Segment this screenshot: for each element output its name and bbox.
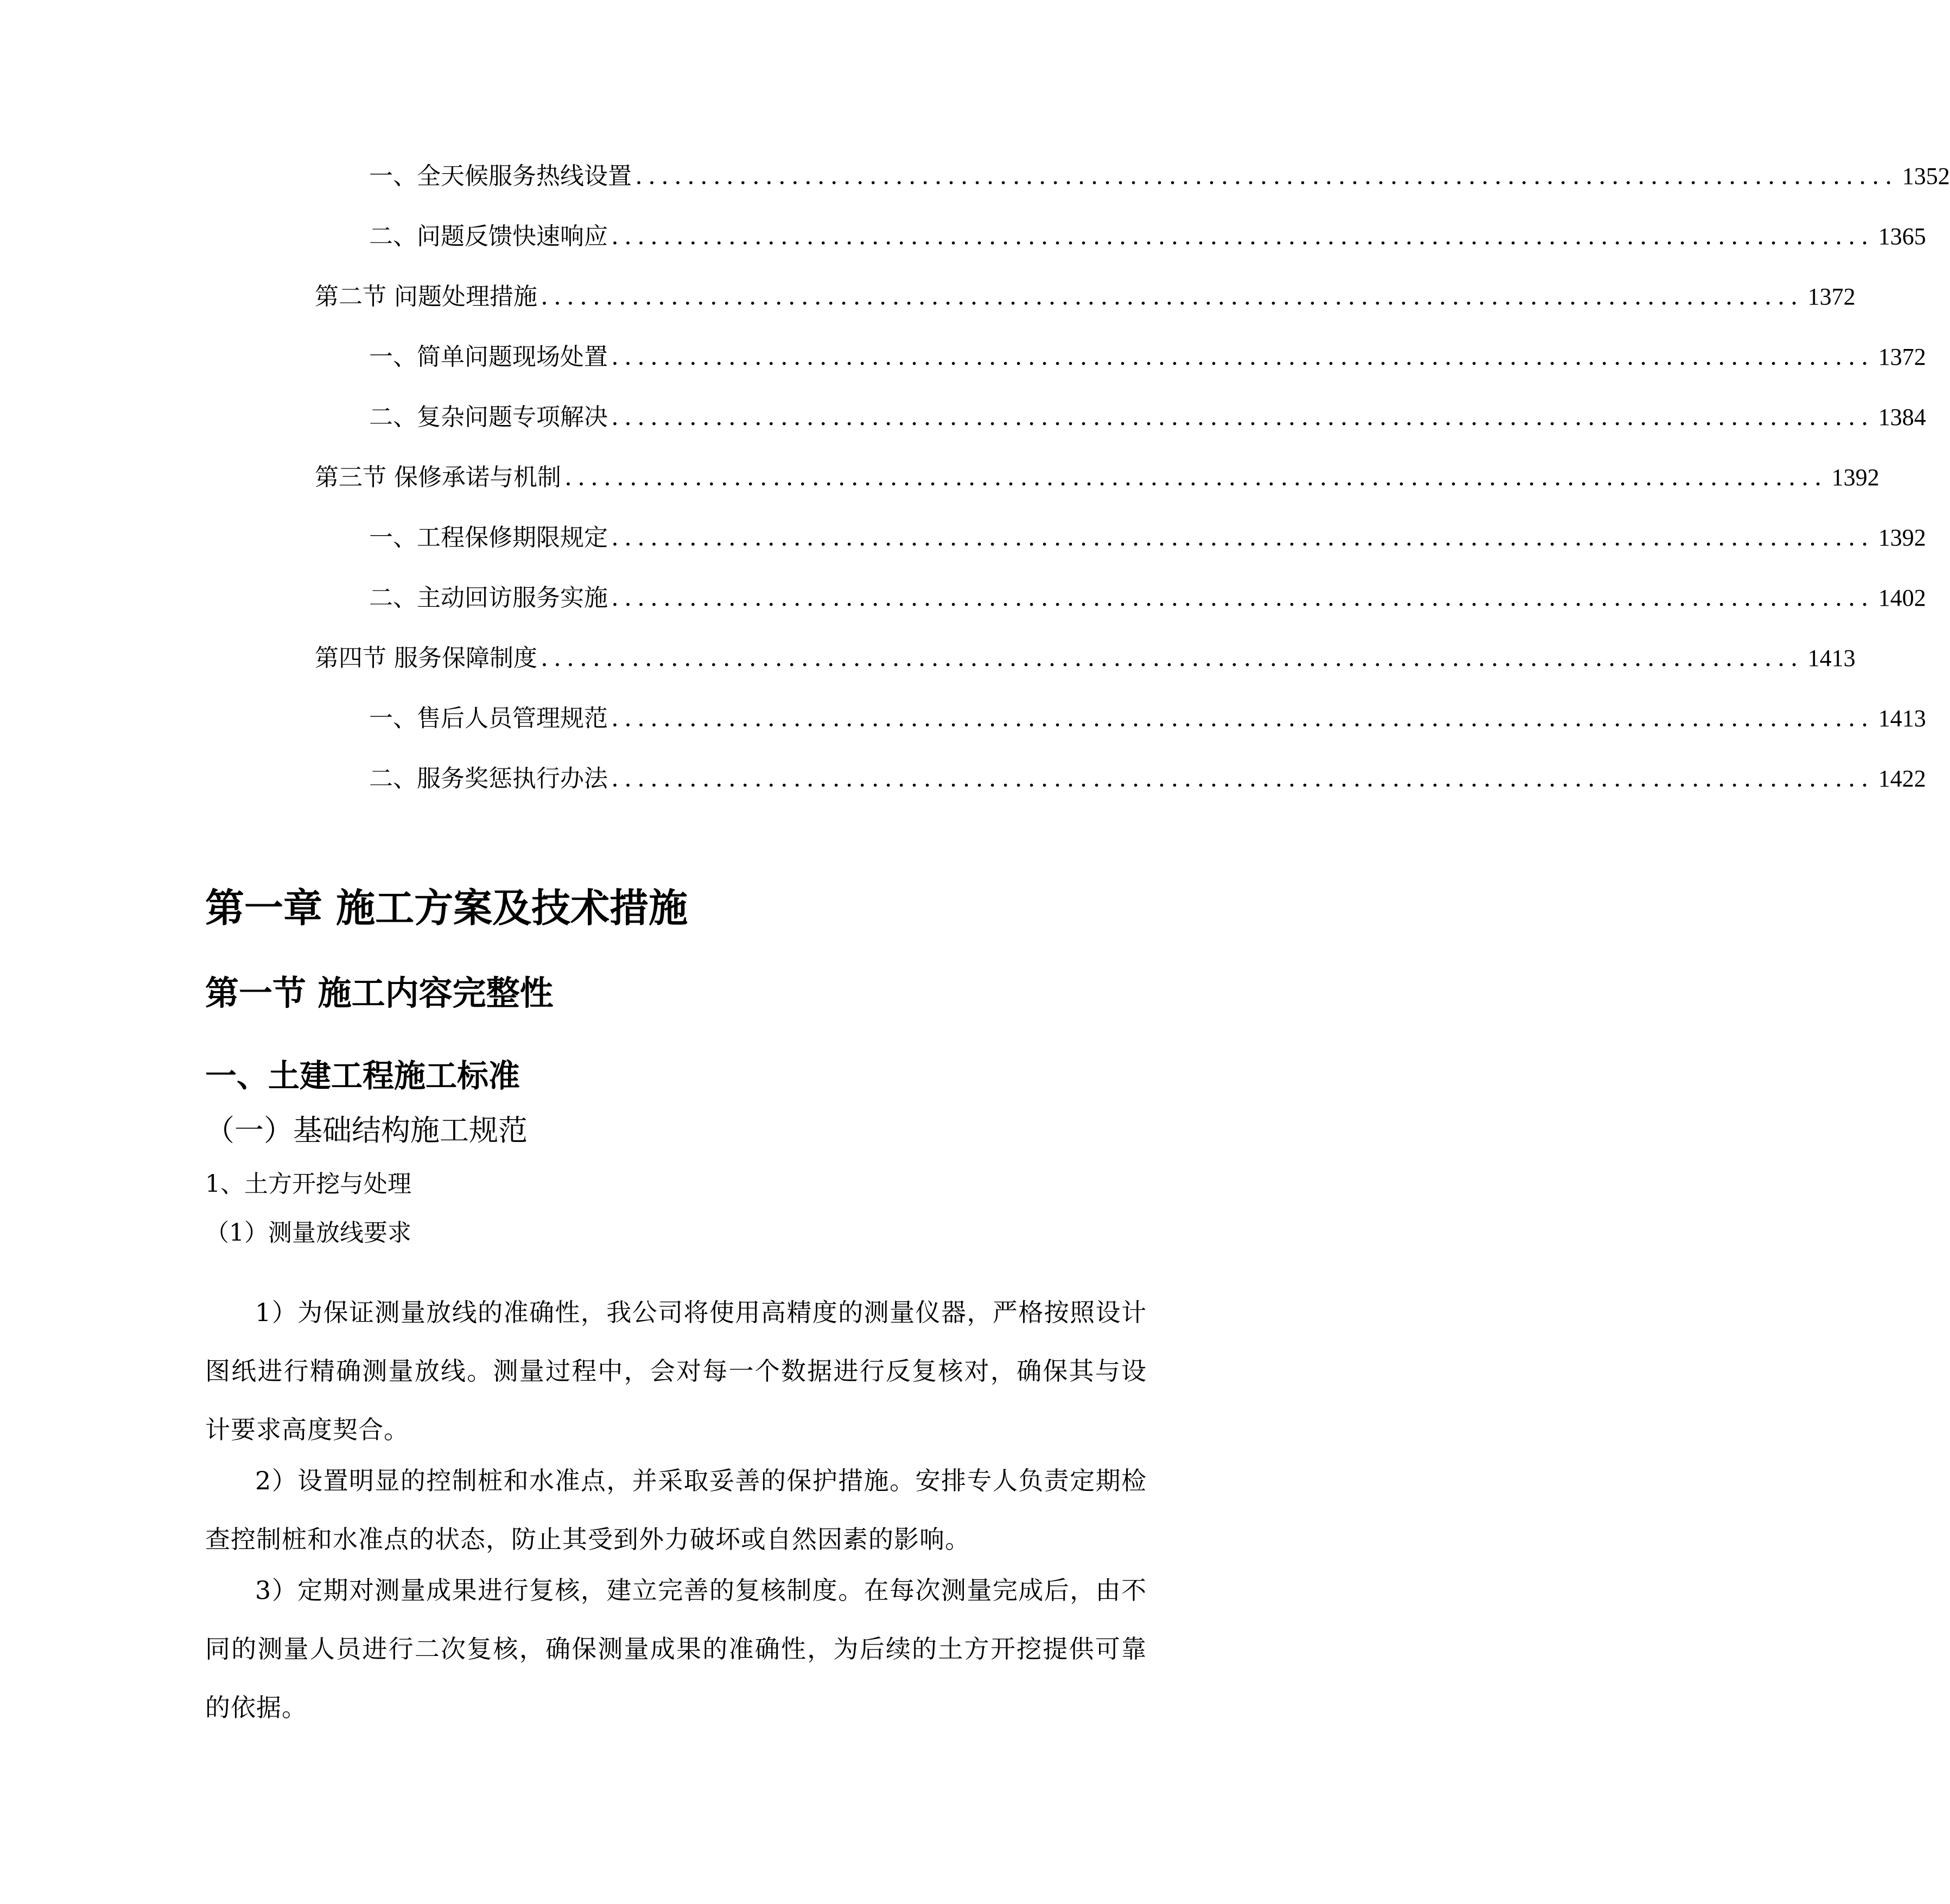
toc-entry-page: 1352 — [1902, 163, 1950, 189]
toc-entry-page: 1392 — [1878, 524, 1926, 551]
toc-entry-title: 主动回访服务实施 — [417, 584, 608, 612]
toc-entry-title: 第三节 保修承诺与机制 — [315, 464, 561, 491]
toc-entry-title: 复杂问题专项解决 — [417, 403, 608, 431]
toc-entry[interactable] — [315, 278, 1856, 316]
toc-entry-number: 一、 — [369, 705, 417, 732]
toc-entry[interactable] — [369, 338, 1926, 376]
subsection-heading-level2: （一）基础结构施工规范 — [205, 1113, 528, 1147]
subsection-heading-level3: 1、土方开挖与处理 — [205, 1170, 411, 1198]
body-paragraph: 3）定期对测量成果进行复核，建立完善的复核制度。在每次测量完成后，由不同的测量人员进行二次复核，确保测量成果的准确性，为后续的土方开挖提供可靠的依据。 — [205, 1576, 1147, 1722]
toc-entry-title: 售后人员管理规范 — [417, 705, 608, 732]
toc-entry-number: 二、 — [369, 584, 417, 612]
toc-entry[interactable] — [369, 157, 1950, 195]
toc-leader-dots: ................................................................................................. — [541, 644, 1803, 672]
toc-entry-title: 简单问题现场处置 — [417, 343, 608, 371]
body-paragraph: 2）设置明显的控制桩和水准点，并采取妥善的保护措施。安排专人负责定期检查控制桩和水准点的状态，防止其受到外力破坏或自然因素的影响。 — [205, 1466, 1147, 1554]
toc-entry-page: 1413 — [1878, 705, 1926, 732]
toc-entry-page: 1402 — [1878, 585, 1926, 611]
toc-entry[interactable] — [369, 519, 1926, 557]
toc-entry-title: 工程保修期限规定 — [417, 524, 608, 551]
toc-leader-dots: ................................................................................................. — [541, 283, 1803, 310]
toc-leader-dots: ................................................................................................. — [564, 464, 1827, 491]
toc-entry[interactable] — [369, 700, 1926, 738]
subsection-heading-level4: （1）测量放线要求 — [205, 1219, 411, 1247]
toc-leader-dots: ................................................................................................. — [611, 584, 1874, 612]
toc-entry-title: 问题反馈快速响应 — [417, 223, 608, 250]
toc-entry-title: 第二节 问题处理措施 — [315, 283, 537, 310]
section-heading: 第一节 施工内容完整性 — [205, 973, 554, 1013]
toc-entry-page: 1372 — [1878, 344, 1926, 370]
toc-entry-number: 二、 — [369, 403, 417, 431]
toc-leader-dots: ................................................................................................. — [611, 223, 1874, 250]
chapter-heading: 第一章 施工方案及技术措施 — [205, 885, 688, 931]
toc-entry-title: 全天候服务热线设置 — [417, 162, 632, 190]
toc-entry-page: 1365 — [1878, 223, 1926, 250]
toc-entry-page: 1372 — [1807, 283, 1856, 310]
toc-entry[interactable] — [315, 459, 1879, 497]
toc-leader-dots: ................................................................................................. — [611, 343, 1874, 371]
subsection-heading: 一、土建工程施工标准 — [205, 1057, 520, 1094]
toc-leader-dots: ................................................................................................. — [611, 765, 1874, 792]
toc-entry-number: 一、 — [369, 524, 417, 551]
toc-entry-page: 1384 — [1878, 404, 1926, 430]
body-paragraph: 1）为保证测量放线的准确性，我公司将使用高精度的测量仪器，严格按照设计图纸进行精确测量放线。测量过程中，会对每一个数据进行反复核对，确保其与设计要求高度契合。 — [205, 1298, 1147, 1444]
toc-leader-dots: ................................................................................................. — [611, 524, 1874, 551]
toc-entry-page: 1413 — [1807, 645, 1856, 671]
toc-entry[interactable] — [369, 218, 1926, 256]
toc-entry[interactable] — [369, 398, 1926, 436]
toc-entry-number: 二、 — [369, 765, 417, 792]
toc-entry-number: 一、 — [369, 343, 417, 371]
toc-leader-dots: ................................................................................................. — [611, 403, 1874, 431]
toc-leader-dots: ................................................................................................. — [635, 162, 1898, 190]
toc-leader-dots: ................................................................................................. — [611, 705, 1874, 732]
toc-entry-number: 二、 — [369, 223, 417, 250]
toc-entry[interactable] — [369, 760, 1926, 798]
toc-entry-number: 一、 — [369, 162, 417, 190]
toc-entry-page: 1392 — [1831, 464, 1879, 491]
toc-entry-page: 1422 — [1878, 765, 1926, 792]
toc-entry-title: 服务奖惩执行办法 — [417, 765, 608, 792]
toc-entry[interactable] — [369, 579, 1926, 617]
toc-entry-title: 第四节 服务保障制度 — [315, 644, 537, 672]
toc-entry[interactable] — [315, 639, 1856, 677]
